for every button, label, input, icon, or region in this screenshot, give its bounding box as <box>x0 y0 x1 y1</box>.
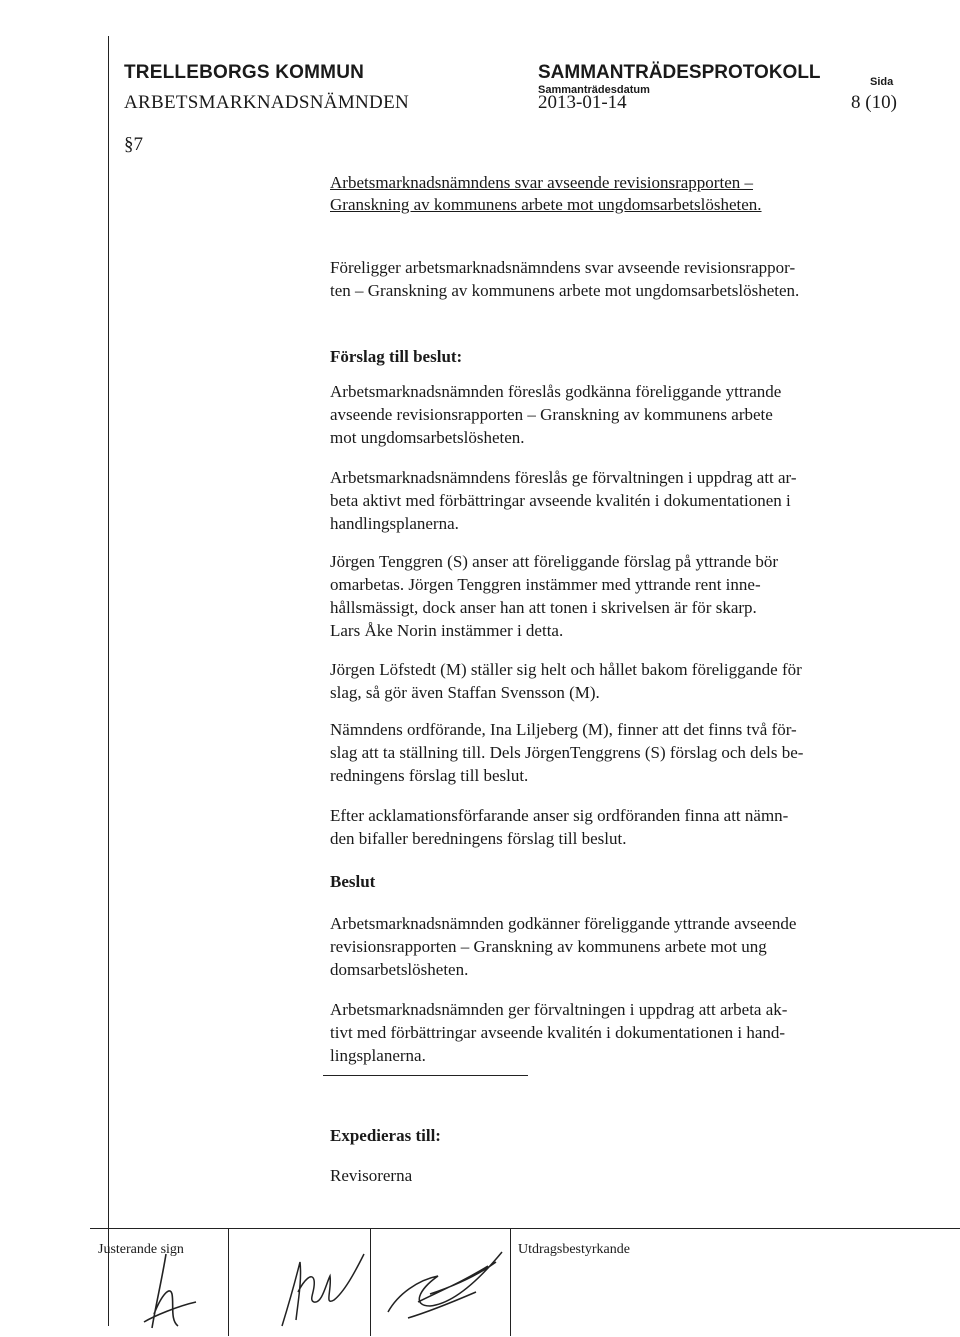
org-name: TRELLEBORGS KOMMUN <box>124 62 365 83</box>
signature-box <box>90 1228 960 1336</box>
text-line: revisionsrapporten – Granskning av kommunens arbete mot ung <box>330 937 767 956</box>
text-line: hållsmässigt, dock anser han att tonen i skrivelsen är för skarp. <box>330 598 757 617</box>
signature-divider <box>370 1228 371 1336</box>
text-line: Arbetsmarknadsnämnden föreslås godkänna föreliggande yttrande <box>330 382 782 401</box>
text-line: Lars Åke Norin instämmer i detta. <box>330 621 564 640</box>
justerande-label: Justerande sign <box>98 1242 184 1257</box>
text-line: beta aktivt med förbättringar avseende kvalitén i dokumentationen i <box>330 491 791 510</box>
utdrag-label: Utdragsbestyrkande <box>518 1242 630 1257</box>
page-label: Sida <box>870 76 894 88</box>
page-value: 8 (10) <box>851 92 897 113</box>
section-heading-line: Granskning av kommunens arbete mot ungdomsarbetslösheten. <box>330 195 762 214</box>
text-line: omarbetas. Jörgen Tenggren instämmer med yttrande rent inne- <box>330 575 761 594</box>
protocol-title: SAMMANTRÄDESPROTOKOLL <box>538 62 821 83</box>
text-line: den bifaller beredningens förslag till beslut. <box>330 829 627 848</box>
text-line: Nämndens ordförande, Ina Liljeberg (M), finner att det finns två för- <box>330 720 797 739</box>
text-line: mot ungdomsarbetslösheten. <box>330 428 525 447</box>
text-line: Arbetsmarknadsnämnden ger förvaltningen i uppdrag att arbeta ak- <box>330 1000 788 1019</box>
text-line: redningens förslag till beslut. <box>330 766 529 785</box>
text-line: avseende revisionsrapporten – Granskning av kommunens arbete <box>330 405 773 424</box>
text-line: ten – Granskning av kommunens arbete mot ungdomsarbetslösheten. <box>330 281 800 300</box>
tenggren-paragraph <box>330 550 890 642</box>
signature-1-icon <box>126 1244 206 1334</box>
section-heading-line: Arbetsmarknadsnämndens svar avseende revisionsrapporten – <box>330 173 753 192</box>
expedieras-heading: Expedieras till: <box>330 1126 441 1145</box>
text-line: slag, så gör även Staffan Svensson (M). <box>330 683 600 702</box>
lofstedt-paragraph <box>330 658 890 704</box>
signature-3-icon <box>378 1236 518 1328</box>
text-line: Arbetsmarknadsnämnden godkänner föreliggande yttrande avseende <box>330 914 797 933</box>
ordforande-paragraph <box>330 718 890 787</box>
divider-line <box>323 1075 528 1076</box>
text-line: Jörgen Tenggren (S) anser att föreliggande förslag på yttrande bör <box>330 552 779 571</box>
forslag-paragraph-1 <box>330 380 890 449</box>
expedieras-value: Revisorerna <box>330 1166 413 1185</box>
text-line: Föreligger arbetsmarknadsnämndens svar avseende revisionsrappor- <box>330 258 796 277</box>
signature-2-icon <box>274 1240 370 1332</box>
beslut-heading: Beslut <box>330 872 376 891</box>
forslag-paragraph-2 <box>330 466 890 535</box>
intro-paragraph <box>330 256 890 302</box>
acklamation-paragraph <box>330 804 890 850</box>
section-number: §7 <box>124 134 143 155</box>
left-margin-rule <box>108 36 109 1326</box>
text-line: slag att ta ställning till. Dels JörgenTenggrens (S) förslag och dels be- <box>330 743 804 762</box>
date-label: Sammanträdesdatum <box>538 84 650 96</box>
text-line: domsarbetslösheten. <box>330 960 469 979</box>
text-line: tivt med förbättringar avseende kvalitén i dokumentationen i hand- <box>330 1023 786 1042</box>
text-line: lingsplanerna. <box>330 1046 426 1065</box>
text-line: handlingsplanerna. <box>330 514 459 533</box>
forslag-heading: Förslag till beslut: <box>330 347 463 366</box>
signature-box-top-line <box>90 1228 960 1229</box>
text-line: Efter acklamationsförfarande anser sig ordföranden finna att nämn- <box>330 806 789 825</box>
beslut-paragraph-1 <box>330 912 890 981</box>
signature-divider <box>228 1228 229 1336</box>
beslut-paragraph-2 <box>330 998 890 1067</box>
section-heading <box>330 172 890 216</box>
text-line: Arbetsmarknadsnämndens föreslås ge förvaltningen i uppdrag att ar- <box>330 468 797 487</box>
date-value: 2013-01-14 <box>538 92 627 113</box>
text-line: Jörgen Löfstedt (M) ställer sig helt och hållet bakom föreliggande för <box>330 660 802 679</box>
committee-name: ARBETSMARKNADSNÄMNDEN <box>124 92 409 113</box>
